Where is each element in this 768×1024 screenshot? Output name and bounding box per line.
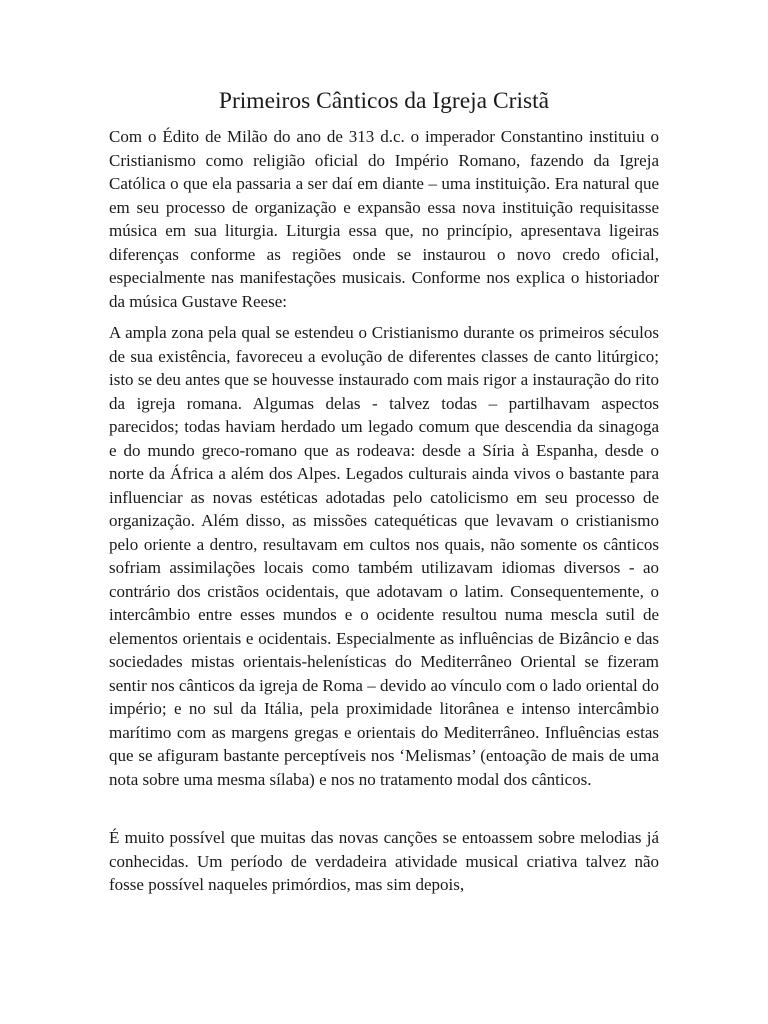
page-title: Primeiros Cânticos da Igreja Cristã: [218, 88, 550, 114]
body-paragraph: É muito possível que muitas das novas canções se entoassem sobre melodias já conhecidas. Um período de verdadeira atividade musical criativa talvez não fosse possível naqueles primórdios, mas sim depois,: [109, 828, 659, 894]
body-paragraph: Com o Édito de Milão do ano de 313 d.c. o imperador Constantino instituiu o Cristianismo como religião oficial do Império Romano, fazendo da Igreja Católica o que ela passaria a ser daí em diante – uma instituição. Era natural que em seu processo de organização e expansão essa nova instituição requisitasse música em sua liturgia. Liturgia essa que, no princípio, apresentava ligeiras diferenças conforme as regiões onde se instaurou o novo credo oficial, especialmente nas manifestações musicais. Conforme nos explica o historiador da música Gustave Reese:: [109, 127, 659, 311]
body-paragraph: A ampla zona pela qual se estendeu o Cristianismo durante os primeiros séculos de sua existência, favoreceu a evolução de diferentes classes de canto litúrgico; isto se deu antes que se houvesse instaurado com mais rigor a instauração do rito da igreja romana. Algumas delas - talvez todas – partilhavam aspectos parecidos; todas haviam herdado um legado comum que descendia da sinagoga e do mundo greco-romano que as rodeava: desde a Síria à Espanha, desde o norte da África a além dos Alpes. Legados culturais ainda vivos o bastante para influenciar as novas estéticas adotadas pelo catolicismo em seu processo de organização. Além disso, as missões catequéticas que levavam o cristianismo pelo oriente a dentro, resultavam em cultos nos quais, não somente os cânticos sofriam assimilações locais como também utilizavam idiomas diversos - ao contrário dos cristãos ocidentais, que adotavam o latim. Consequentemente, o intercâmbio entre esses mundos e o ocidente resultou numa mescla sutil de elementos orientais e ocidentais. Especialmente as influências de Bizâncio e das sociedades mistas orientais-helenísticas do Mediterrâneo Oriental se fizeram sentir nos cânticos da igreja de Roma – devido ao vínculo com o lado oriental do império; e no sul da Itália, pela proximidade litorânea e intenso intercâmbio marítimo com as margens gregas e orientais do Mediterrâneo. Influências estas que se afiguram bastante perceptíveis nos ‘Melismas’ (entoação de mais de uma nota sobre uma mesma sílaba) e nos no tratamento modal dos cânticos.: [109, 323, 659, 789]
